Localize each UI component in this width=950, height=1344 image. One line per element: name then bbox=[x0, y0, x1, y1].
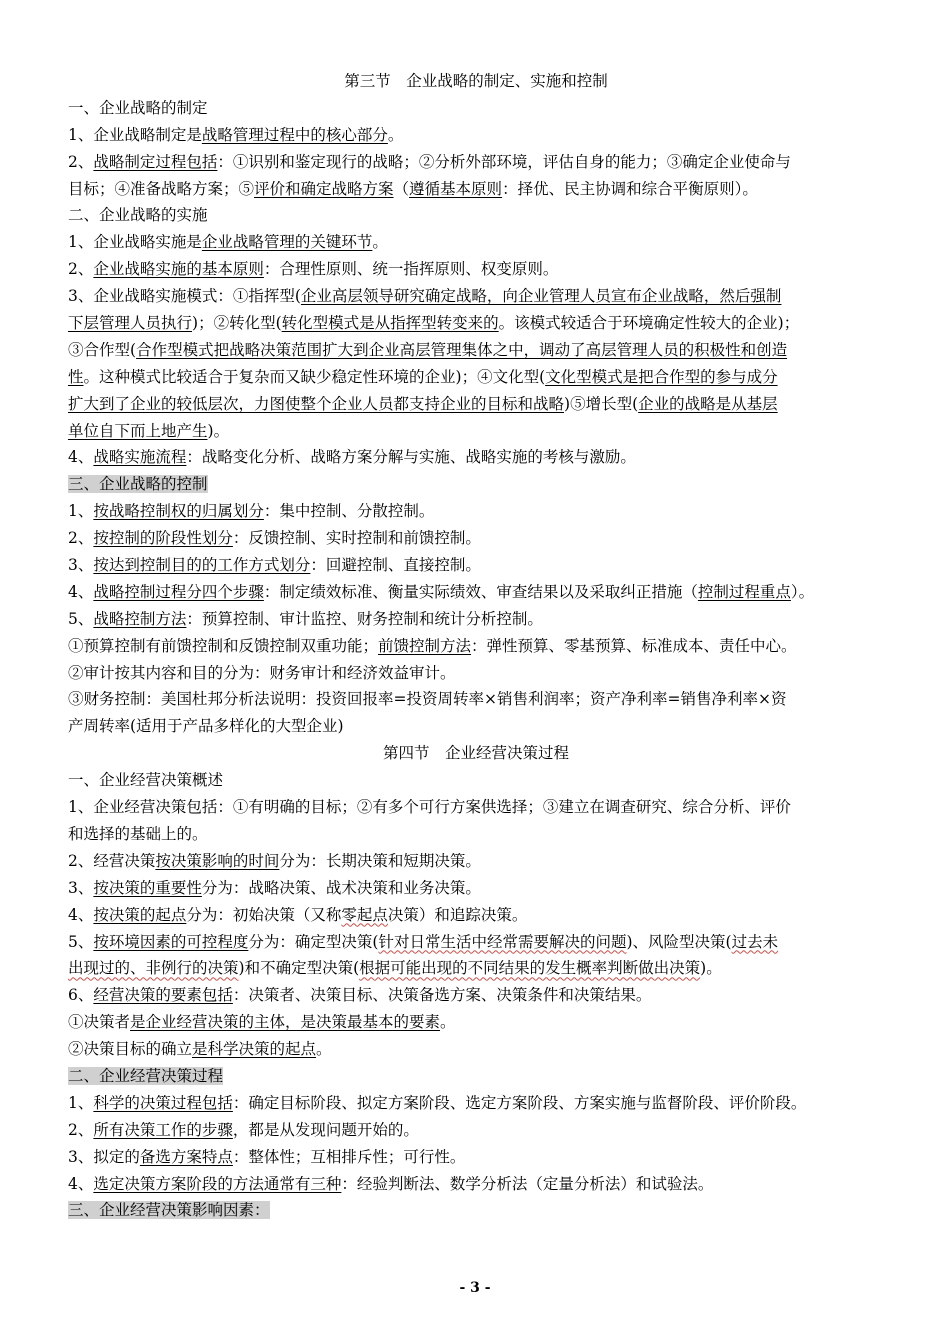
paragraph: 5、战略控制方法：预算控制、审计监控、财务控制和统计分析控制。 bbox=[68, 609, 543, 628]
paragraph: 1、企业经营决策包括：①有明确的目标；②有多个可行方案供选择；③建立在调查研究、综合分析、评价 bbox=[68, 798, 791, 817]
paragraph: 2、经营决策按决策影响的时间分为：长期决策和短期决策。 bbox=[68, 851, 481, 870]
paragraph: 2、战略制定过程包括：①识别和鉴定现行的战略；②分析外部环境，评估自身的能力；③确定企业使命与 bbox=[68, 152, 791, 171]
paragraph: 出现过的、非例行的决策)和不确定型决策(根据可能出现的不同结果的发生概率判断做出决策)。 bbox=[68, 959, 722, 978]
paragraph: 单位自下而上地产生)。 bbox=[68, 421, 230, 440]
document-page bbox=[68, 68, 884, 1224]
paragraph: 3、按决策的重要性分为：战略决策、战术决策和业务决策。 bbox=[68, 878, 481, 897]
paragraph: 3、企业战略实施模式：①指挥型(企业高层领导研究确定战略，向企业管理人员宣布企业战略，然后强制 bbox=[68, 287, 782, 306]
paragraph: 2、企业战略实施的基本原则：合理性原则、统一指挥原则、权变原则。 bbox=[68, 260, 559, 279]
part-heading: 三、企业战略的控制 bbox=[68, 475, 208, 494]
paragraph: 扩大到了企业的较低层次，力图使整个企业人员都支持企业的目标和战略)⑤增长型(企业的战略是从基层 bbox=[68, 394, 778, 413]
paragraph: 4、战略实施流程：战略变化分析、战略方案分解与实施、战略实施的考核与激励。 bbox=[68, 448, 636, 467]
paragraph: ①预算控制有前馈控制和反馈控制双重功能；前馈控制方法：弹性预算、零基预算、标准成本、责任中心。 bbox=[68, 636, 797, 655]
paragraph: 2、所有决策工作的步骤，都是从发现问题开始的。 bbox=[68, 1120, 419, 1139]
paragraph: 和选择的基础上的。 bbox=[68, 824, 208, 843]
paragraph: ③财务控制：美国杜邦分析法说明：投资回报率=投资周转率×销售利润率；资产净利率=销售净利率×资 bbox=[68, 690, 787, 709]
paragraph: 产周转率(适用于产品多样化的大型企业) bbox=[68, 717, 344, 736]
part-heading: 二、企业经营决策过程 bbox=[68, 1066, 224, 1085]
paragraph: ①决策者是企业经营决策的主体，是决策最基本的要素。 bbox=[68, 1013, 456, 1032]
section-title: 第三节 企业战略的制定、实施和控制 bbox=[344, 72, 608, 90]
paragraph: 1、企业战略实施是企业战略管理的关键环节。 bbox=[68, 233, 388, 252]
paragraph: 5、按环境因素的可控程度分为：确定型决策(针对日常生活中经常需要解决的问题)、风险型决策(过去未 bbox=[68, 932, 779, 951]
paragraph: 1、企业战略制定是战略管理过程中的核心部分。 bbox=[68, 125, 404, 144]
paragraph: 6、经营决策的要素包括：决策者、决策目标、决策备选方案、决策条件和决策结果。 bbox=[68, 986, 652, 1005]
paragraph: 目标；④准备战略方案；⑤评价和确定战略方案（遵循基本原则：择优、民主协调和综合平衡原则）。 bbox=[68, 179, 758, 198]
paragraph: 1、科学的决策过程包括：确定目标阶段、拟定方案阶段、选定方案阶段、方案实施与监督阶段、评价阶段。 bbox=[68, 1093, 807, 1112]
paragraph: 3、按达到控制目的的工作方式划分：回避控制、直接控制。 bbox=[68, 556, 481, 575]
part-heading: 一、企业经营决策概述 bbox=[68, 771, 224, 790]
paragraph: ③合作型(合作型模式把战略决策范围扩大到企业高层管理集体之中，调动了高层管理人员的积极性和创造 bbox=[68, 340, 788, 359]
paragraph: ②决策目标的确立是科学决策的起点。 bbox=[68, 1040, 332, 1059]
paragraph: ②审计按其内容和目的分为：财务审计和经济效益审计。 bbox=[68, 663, 456, 682]
part-heading: 二、企业战略的实施 bbox=[68, 206, 208, 225]
section-title: 第四节 企业经营决策过程 bbox=[382, 744, 569, 763]
paragraph: 性。这种模式比较适合于复杂而又缺少稳定性环境的企业)；④文化型(文化型模式是把合作型的参与成分 bbox=[68, 367, 778, 386]
paragraph: 下层管理人员执行)；②转化型(转化型模式是从指挥型转变来的。该模式较适合于环境确定性较大的企业)； bbox=[68, 314, 800, 333]
paragraph: 4、战略控制过程分四个步骤：制定绩效标准、衡量实际绩效、审查结果以及采取纠正措施（控制过程重点）。 bbox=[68, 582, 815, 601]
paragraph: 3、拟定的备选方案特点：整体性；互相排斥性；可行性。 bbox=[68, 1147, 466, 1166]
page-number: - 3 - bbox=[459, 1280, 491, 1296]
paragraph: 4、按决策的起点分为：初始决策（又称零起点决策）和追踪决策。 bbox=[68, 905, 528, 924]
part-heading: 三、企业经营决策影响因素： bbox=[68, 1201, 270, 1220]
part-heading: 一、企业战略的制定 bbox=[68, 98, 208, 117]
paragraph: 2、按控制的阶段性划分：反馈控制、实时控制和前馈控制。 bbox=[68, 529, 481, 548]
paragraph: 1、按战略控制权的归属划分：集中控制、分散控制。 bbox=[68, 502, 435, 521]
paragraph: 4、选定决策方案阶段的方法通常有三种：经验判断法、数学分析法（定量分析法）和试验法。 bbox=[68, 1174, 714, 1193]
